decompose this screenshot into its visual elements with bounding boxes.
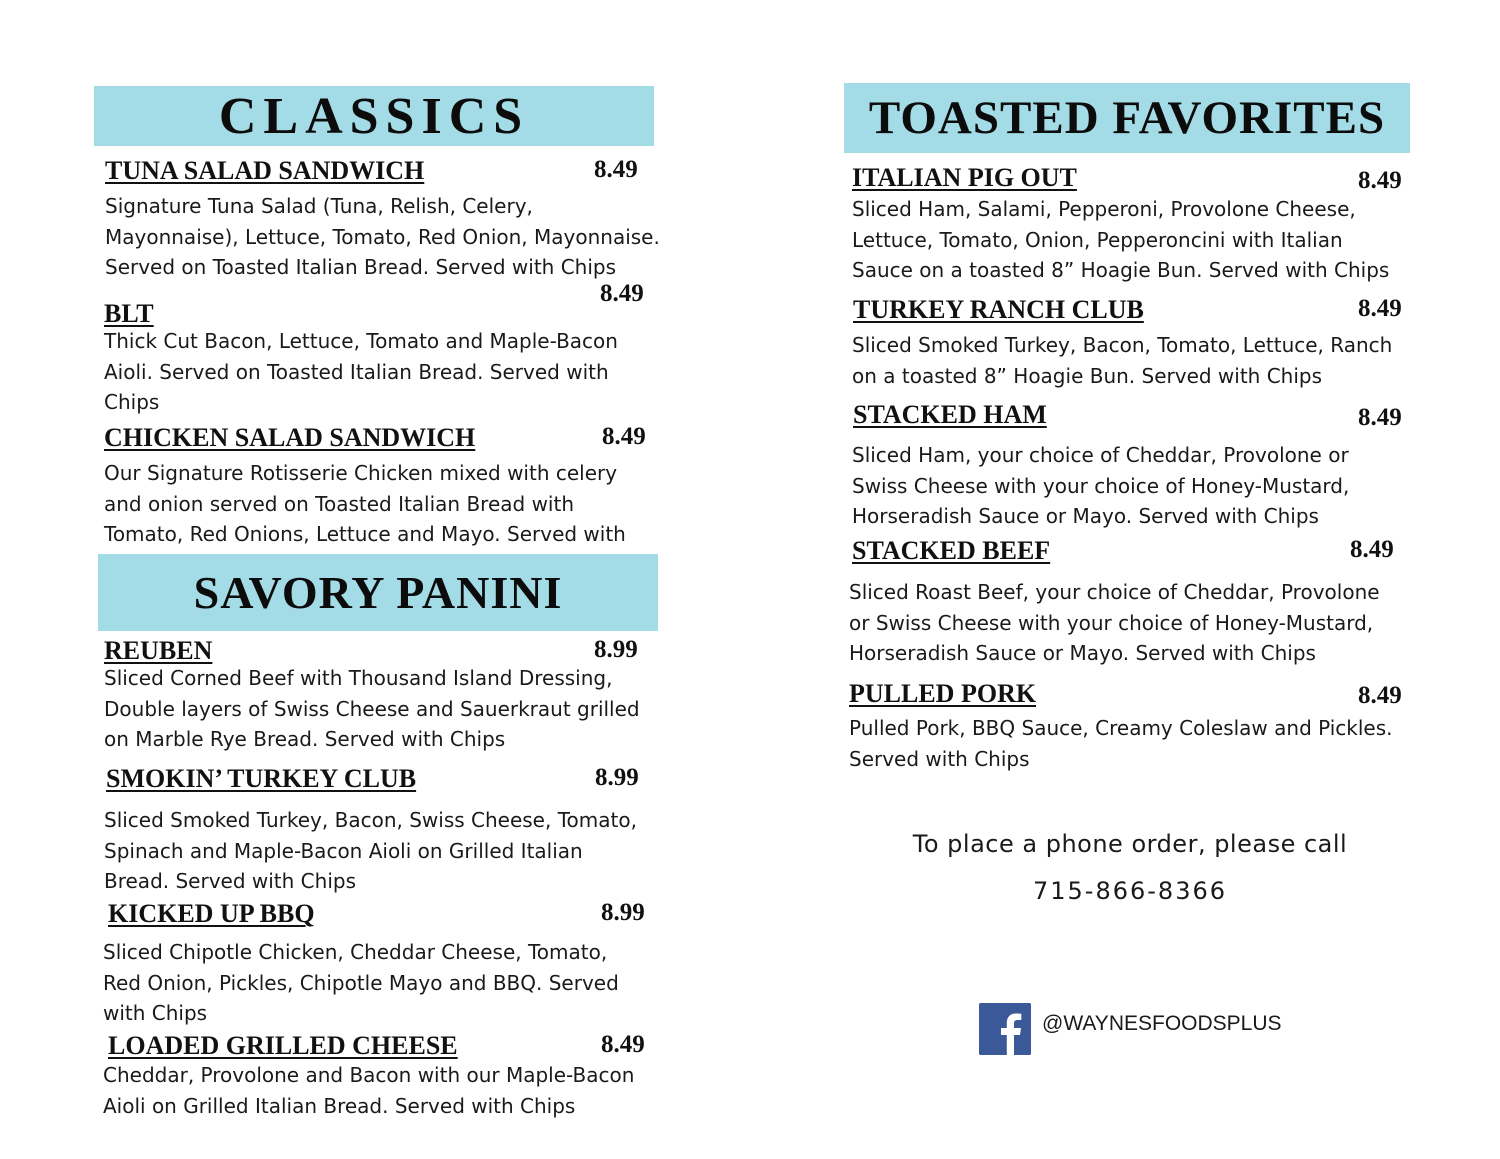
item-price: 8.49	[594, 156, 638, 183]
item-description: Signature Tuna Salad (Tuna, Relish, Celery, Mayonnaise), Lettuce, Tomato, Red Onion, Mayonnaise. Served on Toasted Italian Bread. Served with Chips	[105, 194, 660, 279]
menu-item-blt	[104, 280, 649, 420]
facebook-handle[interactable]: @WAYNESFOODSPLUS	[1042, 1012, 1282, 1035]
item-name: SMOKIN’ TURKEY CLUB	[106, 764, 417, 793]
menu-item-kicked-up-bbq	[103, 899, 651, 1029]
panini-title: SAVORY PANINI	[193, 567, 563, 618]
item-description: Thick Cut Bacon, Lettuce, Tomato and Maple-Bacon Aioli. Served on Toasted Italian Bread. Served with Chips	[104, 329, 618, 414]
item-name: REUBEN	[104, 636, 213, 665]
item-name: BLT	[104, 299, 154, 328]
order-instruction: To place a phone order, please call	[912, 830, 1348, 858]
item-description: Sliced Ham, your choice of Cheddar, Provolone or Swiss Cheese with your choice of Honey-Mustard, Horseradish Sauce or Mayo. Served with Chips	[852, 443, 1350, 528]
classics-banner	[94, 86, 654, 146]
item-price: 8.49	[602, 423, 646, 450]
item-description: Sliced Smoked Turkey, Bacon, Swiss Cheese, Tomato, Spinach and Maple-Bacon Aioli on Grilled Italian Bread. Served with Chips	[104, 808, 637, 893]
facebook-glyph	[979, 1003, 1031, 1055]
item-price: 8.49	[1358, 682, 1402, 709]
panini-banner	[98, 554, 658, 631]
menu-item-turkey-ranch-club	[852, 295, 1407, 395]
item-description: Sliced Roast Beef, your choice of Cheddar, Provolone or Swiss Cheese with your choice of Honey-Mustard, Horseradish Sauce or Mayo. Served with Chips	[849, 580, 1380, 665]
item-description: Sliced Chipotle Chicken, Cheddar Cheese, Tomato, Red Onion, Pickles, Chipotle Mayo and BBQ. Served with Chips	[103, 940, 619, 1025]
item-name: STACKED BEEF	[852, 536, 1051, 565]
item-name: ITALIAN PIG OUT	[852, 163, 1077, 192]
menu-item-chicken-salad	[104, 423, 649, 553]
item-description: Our Signature Rotisserie Chicken mixed with celery and onion served on Toasted Italian Bread with Tomato, Red Onions, Lettuce and Mayo. Served with	[104, 461, 626, 546]
menu-item-smokin-turkey-club	[104, 764, 649, 894]
item-name: LOADED GRILLED CHEESE	[108, 1031, 458, 1060]
item-price: 8.99	[594, 636, 638, 663]
toasted-favorites-title: TOASTED FAVORITES	[868, 92, 1386, 144]
item-description: Sliced Corned Beef with Thousand Island Dressing, Double layers of Swiss Cheese and Sauerkraut grilled on Marble Rye Bread. Served with Chips	[104, 666, 640, 751]
item-description: Pulled Pork, BBQ Sauce, Creamy Coleslaw and Pickles. Served with Chips	[849, 716, 1393, 771]
item-price: 8.49	[1358, 404, 1402, 431]
menu-item-reuben	[104, 636, 649, 756]
classics-title: CLASSICS	[218, 87, 530, 145]
item-name: STACKED HAM	[853, 400, 1047, 429]
item-price: 8.49	[1358, 295, 1402, 322]
item-price: 8.49	[1358, 167, 1402, 194]
item-price: 8.49	[601, 1031, 645, 1058]
menu-item-pulled-pork	[849, 679, 1407, 779]
menu-item-stacked-beef	[849, 536, 1404, 671]
item-price: 8.49	[1350, 536, 1394, 563]
phone-number: 715-866-8366	[1032, 877, 1227, 905]
menu-item-stacked-ham	[852, 400, 1407, 535]
item-name: KICKED UP BBQ	[108, 899, 315, 928]
item-description: Cheddar, Provolone and Bacon with our Maple-Bacon Aioli on Grilled Italian Bread. Served with Chips	[103, 1063, 635, 1118]
item-description: Sliced Ham, Salami, Pepperoni, Provolone Cheese, Lettuce, Tomato, Onion, Pepperoncini with Italian Sauce on a toasted 8” Hoagie Bun. Served with Chips	[852, 197, 1390, 282]
facebook-icon	[979, 1003, 1031, 1055]
item-description: Sliced Smoked Turkey, Bacon, Tomato, Lettuce, Ranch on a toasted 8” Hoagie Bun. Served with Chips	[852, 333, 1393, 388]
menu-item-loaded-grilled-cheese	[103, 1031, 651, 1126]
item-name: TUNA SALAD SANDWICH	[105, 156, 425, 185]
item-price: 8.99	[601, 899, 645, 926]
item-name: PULLED PORK	[849, 679, 1037, 708]
menu-item-tuna-salad	[105, 156, 660, 286]
item-price: 8.49	[600, 280, 644, 307]
item-price: 8.99	[595, 764, 639, 791]
item-name: TURKEY RANCH CLUB	[853, 295, 1144, 324]
menu-item-italian-pig-out	[852, 163, 1407, 293]
item-name: CHICKEN SALAD SANDWICH	[104, 423, 476, 452]
toasted-favorites-banner	[844, 83, 1410, 153]
